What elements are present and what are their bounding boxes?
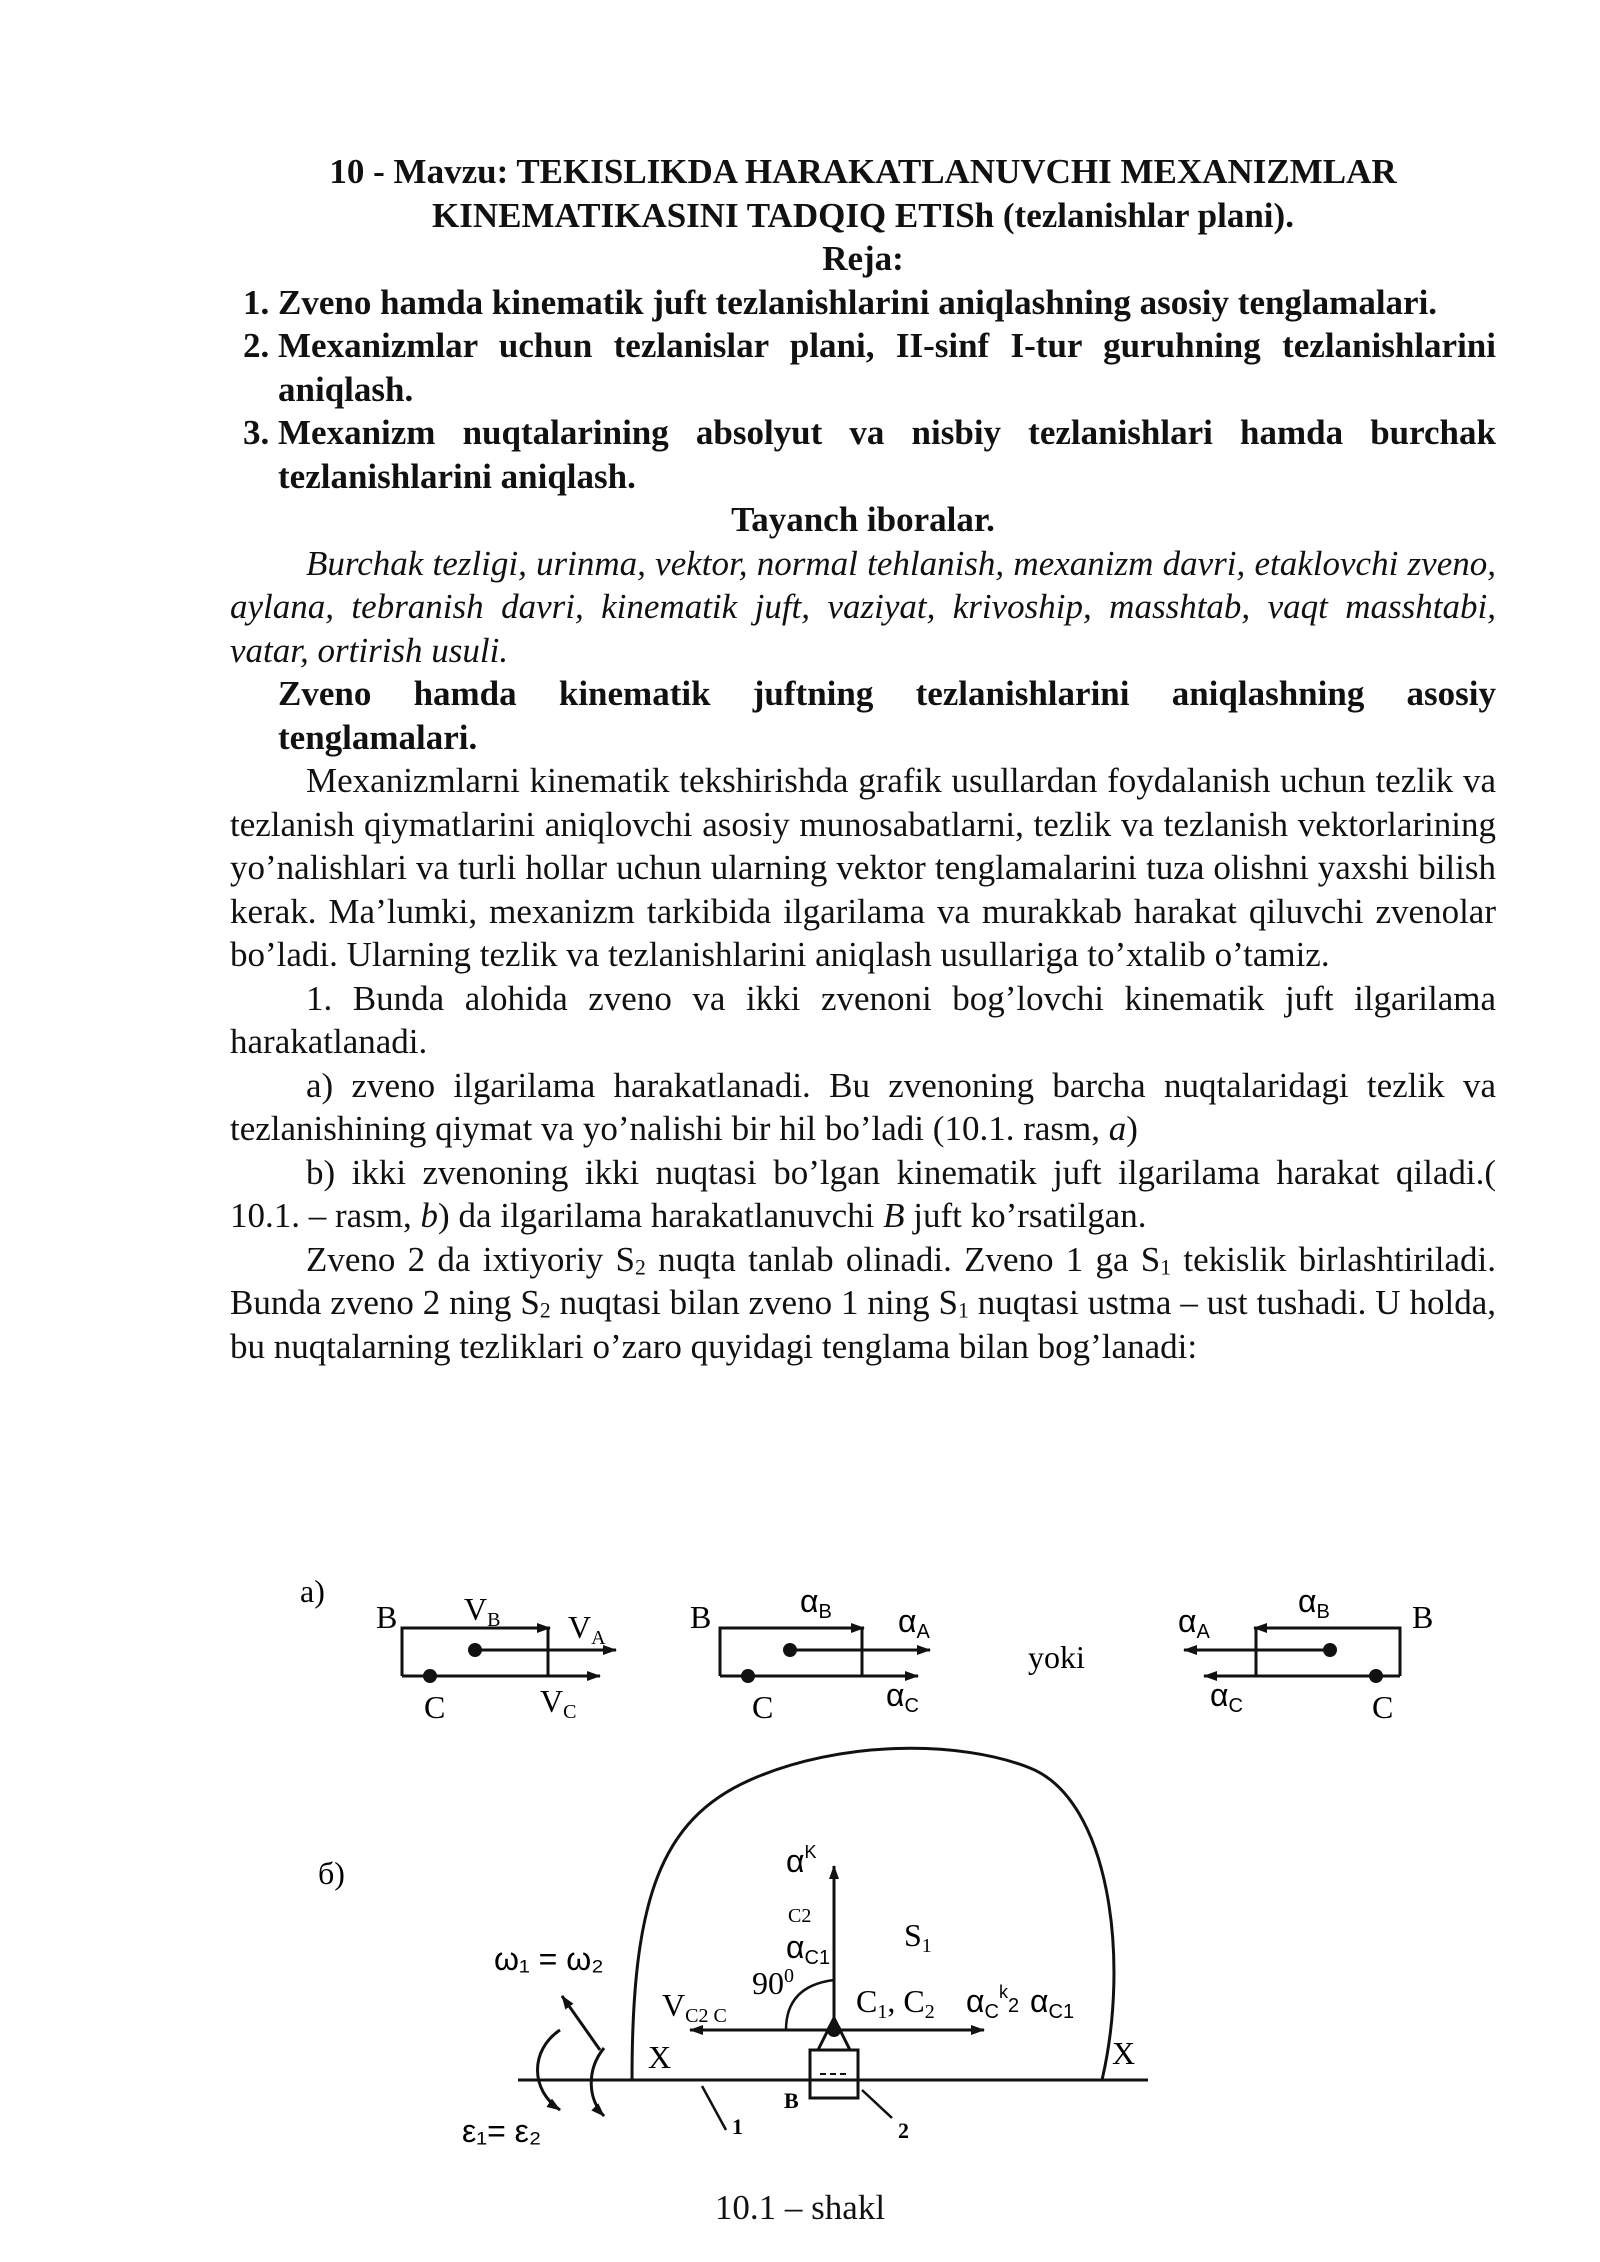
- paragraph-3: a) zveno ilgarilama harakatlanadi. Bu zvenoning barcha nuqtalaridagi tezlik va tezlanishining qiymat va yo’nalishi bir hil bo’ladi (10.1. rasm, a): [230, 1065, 1496, 1148]
- section-heading: Zveno hamda kinematik juftning tezlanishlarini aniqlashning asosiy tenglamalari.: [278, 674, 1496, 757]
- fig-a-label: a): [300, 1573, 325, 1609]
- fig-a1-frame: [402, 1628, 548, 1676]
- title-line-1: 10 - Mavzu: TEKISLIKDA HARAKATLANUVCHI MEXANIZMLAR: [329, 152, 1397, 191]
- fig-b-epsilon-label: ε₁= ε₂: [462, 2113, 542, 2149]
- title-line-2: KINEMATIKASINI TADQIQ ETISh (tezlanishlar plani).: [432, 195, 1294, 235]
- paragraph-4: b) ikki zvenoning ikki nuqtasi bo’lgan kinematik juft ilgarilama harakat qiladi.( 10.1. – rasm, b) da ilgarilama harakatlanuvchi B juft ko’rsatilgan.: [230, 1152, 1496, 1235]
- fig-a2-b-label: B: [690, 1599, 712, 1635]
- fig-b-angle-label: $90^0$: [752, 1965, 794, 2001]
- fig-b-leader-2: [862, 2090, 892, 2118]
- fig-a3-ac-label: αC: [1210, 1677, 1243, 1717]
- fig-a-group-2: [690, 1583, 931, 1725]
- fig-b-c2-sub: C2: [788, 1905, 812, 1927]
- fig-a1-b-label: B: [376, 1599, 398, 1635]
- fig-a1-point-a: [468, 1643, 482, 1657]
- keywords-heading: Tayanch iboralar.: [731, 500, 995, 539]
- plan-heading: Reja:: [822, 239, 904, 278]
- fig-a1-point-c: [423, 1669, 437, 1683]
- fig-b-dome: [632, 1748, 1114, 2080]
- fig-a3-aa-label: αA: [1178, 1603, 1210, 1643]
- fig-b-point-c: [827, 2023, 841, 2037]
- fig-b-link-2-label: 2: [898, 2118, 909, 2143]
- fig-b-c1c2-label: C1, C2: [856, 1983, 935, 2023]
- fig-b-link-1-label: 1: [732, 2114, 743, 2139]
- fig-b-x-right: X: [1112, 2035, 1136, 2071]
- fig-b-ac1-end-label: αC1: [1030, 1983, 1075, 2023]
- fig-b-slider: [810, 2050, 858, 2098]
- fig-b-ack2-label: $\alpha C^k_2$: [966, 1982, 1020, 2023]
- fig-a2-c-label: C: [752, 1689, 774, 1725]
- fig-b: [318, 1748, 1148, 2149]
- fig-a-group-1: [376, 1591, 616, 1725]
- fig-a1-vb-label: VB: [464, 1591, 501, 1631]
- fig-a2-ab-label: αB: [800, 1583, 832, 1623]
- plan-item-3: 3. Mexanizm nuqtalarining absolyut va nisbiy tezlanishlari hamda burchak tezlanishlarini aniqlash.: [278, 411, 1496, 498]
- plan-item-1: 1. Zveno hamda kinematik juft tezlanishlarini aniqlashning asosiy tenglamalari.: [278, 281, 1496, 325]
- fig-b-ak-label: $\alpha^K$: [786, 1842, 817, 1879]
- plan-item-2: 2. Mexanizmlar uchun tezlanislar plani, II-sinf I-tur guruhning tezlanishlarini aniqlash.: [278, 324, 1496, 411]
- paragraph-2: 1. Bunda alohida zveno va ikki zvenoni bog’lovchi kinematik juft ilgarilama harakatlanadi.: [230, 978, 1496, 1061]
- fig-b-omega-arrow: [562, 1996, 600, 2050]
- fig-b-vc2c-label: VC2 C: [662, 1987, 727, 2027]
- fig-a2-frame: [720, 1628, 862, 1676]
- fig-b-angle-arc: [786, 1980, 834, 2030]
- paragraph-1: Mexanizmlarni kinematik tekshirishda grafik usullardan foydalanish uchun tezlik va tezlanish qiymatlarini aniqlovchi asosiy munosabatlarni, tezlik va tezlanish vektorlarining yo’nalishlari va turli hollar uchun ularning vektor tenglamalarini tuza olishni yaxshi bilish kerak. Ma’lumki, mexanizm tarkibida ilgarilama va murakkab harakat qiluvchi zvenolar bo’ladi. Ularning tezlik va tezlanishlarini aniqlash usullariga to’xtalib o’tamiz.: [230, 761, 1496, 974]
- fig-a1-vc-label: VC: [540, 1683, 577, 1723]
- fig-a1-c-label: C: [424, 1689, 446, 1725]
- plan-list: [230, 281, 1496, 499]
- fig-b-ac1-label: αC1: [786, 1929, 831, 1969]
- fig-a3-frame: [1256, 1628, 1400, 1676]
- fig-a3-ab-label: αB: [1298, 1583, 1330, 1623]
- fig-a3-b-label: B: [1412, 1599, 1434, 1635]
- fig-b-omega-label: ω₁ = ω₂: [494, 1941, 604, 1977]
- document-body: [230, 150, 1496, 1368]
- fig-b-label: б): [318, 1855, 345, 1891]
- fig-b-omega-rot: [538, 2030, 561, 2110]
- fig-a-yoki: yoki: [1028, 1639, 1085, 1675]
- fig-a-group-3: [1178, 1583, 1433, 1725]
- paragraph-5: Zveno 2 da ixtiyoriy S2 nuqta tanlab olinadi. Zveno 1 ga S1 tekislik birlashtiriladi. Bunda zveno 2 ning S2 nuqtasi bilan zveno 1 ning S1 nuqtasi ustma – ust tushadi. U holda, bu nuqtalarning tezliklari o’zaro quyidagi tenglama bilan bog’lanadi:: [230, 1239, 1497, 1366]
- fig-b-x-left: X: [648, 2039, 672, 2075]
- keywords-text: Burchak tezligi, urinma, vektor, normal tehlanish, mexanizm davri, etaklovchi zveno, aylana, tebranish davri, kinematik juft, vaziyat, krivoship, masshtab, vaqt masshtabi, vatar, ortirish usuli.: [230, 543, 1496, 670]
- fig-b-leader-1: [702, 2086, 726, 2130]
- fig-a1-va-label: VA: [568, 1609, 606, 1649]
- fig-a2-ac-label: αC: [886, 1677, 919, 1717]
- fig-a2-aa-label: αA: [898, 1603, 930, 1643]
- fig-b-s1-label: S1: [904, 1917, 932, 1957]
- fig-b-epsilon-rot: [591, 2048, 604, 2116]
- figure-caption: 10.1 – shakl: [714, 2188, 886, 2227]
- fig-a3-c-label: C: [1372, 1689, 1394, 1725]
- fig-b-b-label: B: [784, 2088, 799, 2113]
